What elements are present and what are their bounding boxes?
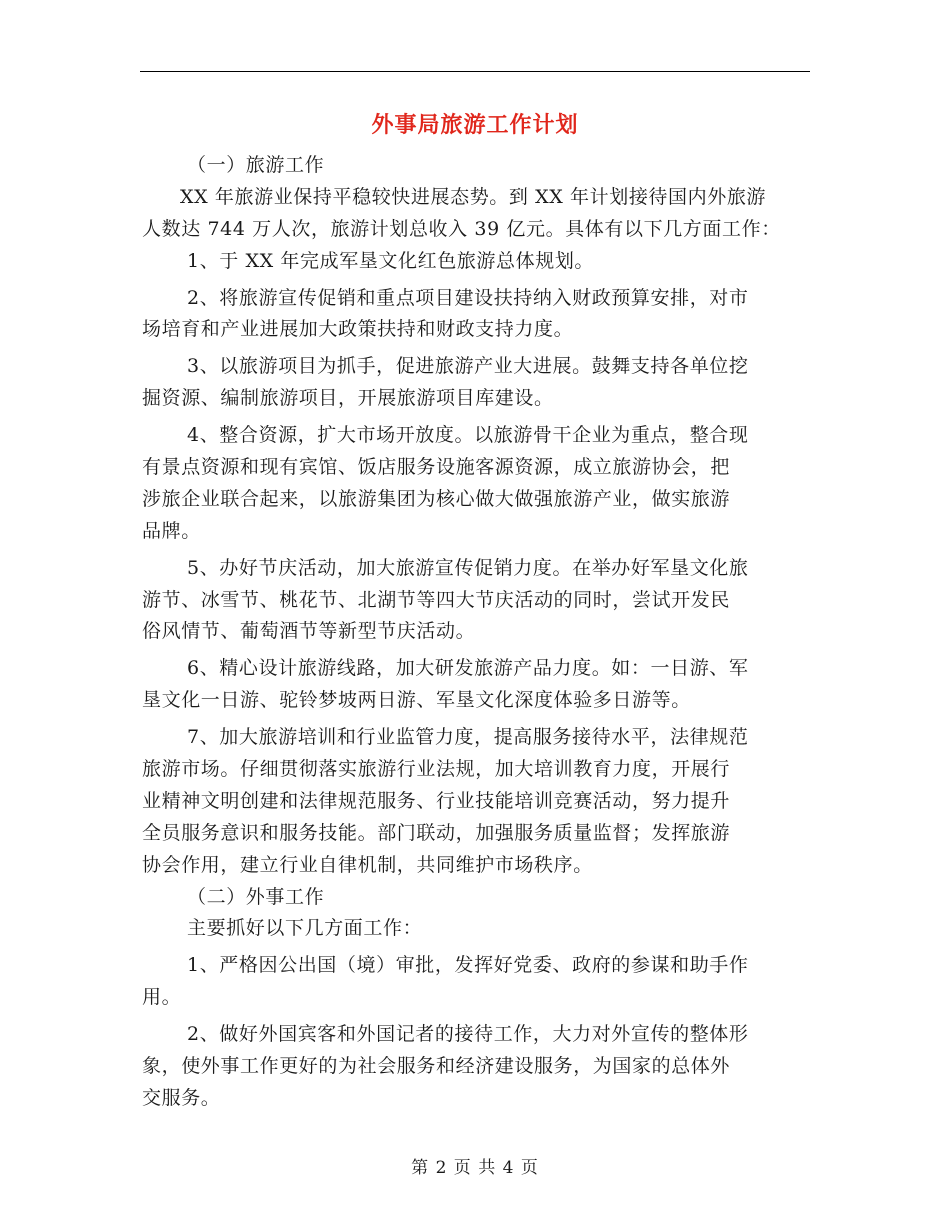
header-rule <box>140 71 810 72</box>
document-title: 外事局旅游工作计划 <box>371 112 579 138</box>
list-item-line: 交服务。 <box>142 1086 221 1109</box>
list-item-line: 1、严格因公出国（境）审批，发挥好党委、政府的参谋和助手作 <box>187 954 749 977</box>
page-number: 第 2 页 共 4 页 <box>411 1158 539 1178</box>
list-item-line: 全员服务意识和服务技能。部门联动，加强服务质量监督；发挥旅游 <box>142 821 731 844</box>
list-item-line: 涉旅企业联合起来，以旅游集团为核心做大做强旅游产业，做实旅游 <box>142 487 731 510</box>
list-item-line: 场培育和产业进展加大政策扶持和财政支持力度。 <box>142 318 574 341</box>
list-item-line: 品牌。 <box>142 519 201 542</box>
list-item-line: 协会作用，建立行业自律机制，共同维护市场秩序。 <box>142 853 593 876</box>
list-item-line: 象，使外事工作更好的为社会服务和经济建设服务，为国家的总体外 <box>142 1055 731 1078</box>
paragraph-line: 人数达 744 万人次，旅游计划总收入 39 亿元。具体有以下几方面工作： <box>142 217 781 240</box>
list-item-line: 4、整合资源，扩大市场开放度。以旅游骨干企业为重点，整合现 <box>187 424 749 447</box>
list-item-line: 6、精心设计旅游线路，加大研发旅游产品力度。如：一日游、军 <box>187 657 749 680</box>
list-item-line: 有景点资源和现有宾馆、饭店服务设施客源资源，成立旅游协会，把 <box>142 456 731 479</box>
paragraph-line: 主要抓好以下几方面工作： <box>187 917 423 940</box>
list-item-line: 2、做好外国宾客和外国记者的接待工作，大力对外宣传的整体形 <box>187 1023 749 1046</box>
list-item-line: 掘资源、编制旅游项目，开展旅游项目库建设。 <box>142 387 554 410</box>
document-body <box>142 150 810 1115</box>
list-item-line: 垦文化一日游、驼铃梦坡两日游、军垦文化深度体验多日游等。 <box>142 689 691 712</box>
list-item-line: 游节、冰雪节、桃花节、北湖节等四大节庆活动的同时，尝试开发民 <box>142 588 731 611</box>
section-heading-foreign-affairs: （二）外事工作 <box>187 885 325 908</box>
list-item-line: 5、办好节庆活动，加大旅游宣传促销力度。在举办好军垦文化旅 <box>187 556 749 579</box>
list-item-line: 用。 <box>142 986 182 1009</box>
list-item-line: 1、于 XX 年完成军垦文化红色旅游总体规划。 <box>187 249 595 272</box>
list-item-line: 7、加大旅游培训和行业监管力度，提高服务接待水平，法律规范 <box>187 726 749 749</box>
list-item-line: 3、以旅游项目为抓手，促进旅游产业大进展。鼓舞支持各单位挖 <box>187 355 749 378</box>
list-item-line: 俗风情节、葡萄酒节等新型节庆活动。 <box>142 620 476 643</box>
paragraph-line: XX 年旅游业保持平稳较快进展态势。到 XX 年计划接待国内外旅游 <box>180 185 767 208</box>
list-item-line: 2、将旅游宣传促销和重点项目建设扶持纳入财政预算安排，对市 <box>187 286 749 309</box>
section-heading-tourism: （一）旅游工作 <box>187 154 325 176</box>
list-item-line: 业精神文明创建和法律规范服务、行业技能培训竞赛活动，努力提升 <box>142 789 731 812</box>
list-item-line: 旅游市场。仔细贯彻落实旅游行业法规，加大培训教育力度，开展行 <box>142 758 731 781</box>
